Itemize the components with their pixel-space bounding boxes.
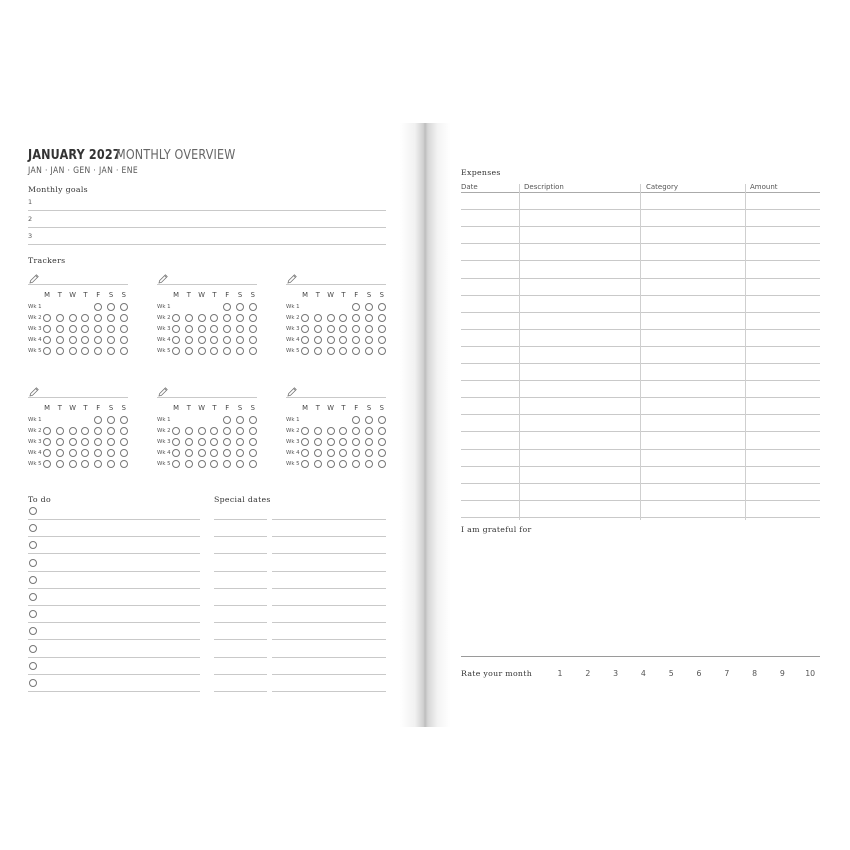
rate-month-label: Rate your month — [461, 669, 533, 678]
week-label: Wk 4 — [28, 337, 42, 343]
tracker-circle[interactable] — [56, 460, 64, 468]
rating-option[interactable]: 4 — [640, 669, 646, 678]
tracker-circle[interactable] — [301, 347, 309, 355]
tracker-circle[interactable] — [378, 427, 386, 435]
month-languages: JAN · JAN · GEN · JAN · ENE — [28, 166, 139, 176]
week-label: Wk 5 — [286, 461, 300, 467]
tracker-circle[interactable] — [378, 347, 386, 355]
rating-option[interactable]: 6 — [696, 669, 702, 678]
day-label: T — [57, 291, 62, 299]
rating-option[interactable]: 10 — [805, 669, 816, 678]
day-label: W — [327, 404, 334, 412]
day-label: W — [327, 291, 334, 299]
tracker-circle[interactable] — [120, 438, 128, 446]
tracker-circle[interactable] — [365, 303, 373, 311]
day-label: S — [379, 291, 384, 299]
todo-checkbox[interactable] — [29, 507, 37, 515]
tracker-circle[interactable] — [314, 449, 322, 457]
tracker-circle[interactable] — [249, 460, 257, 468]
week-label: Wk 1 — [28, 304, 42, 310]
day-label: T — [83, 404, 88, 412]
day-label: T — [186, 404, 191, 412]
week-label: Wk 1 — [28, 417, 42, 423]
tracker-circle[interactable] — [185, 314, 193, 322]
tracker-circle[interactable] — [107, 438, 115, 446]
tracker-circle[interactable] — [43, 438, 51, 446]
week-label: Wk 1 — [157, 304, 171, 310]
tracker-circle[interactable] — [172, 449, 180, 457]
day-label: M — [44, 291, 50, 299]
expenses-column-header: Date — [461, 183, 478, 191]
day-label: F — [354, 291, 359, 299]
tracker-circle[interactable] — [249, 427, 257, 435]
tracker-circle[interactable] — [172, 336, 180, 344]
pencil-icon[interactable] — [28, 383, 40, 395]
tracker-circle[interactable] — [327, 347, 335, 355]
tracker-circle[interactable] — [314, 314, 322, 322]
tracker-circle[interactable] — [198, 427, 206, 435]
tracker-circle[interactable] — [69, 438, 77, 446]
tracker-circle[interactable] — [185, 427, 193, 435]
tracker-circle[interactable] — [198, 314, 206, 322]
day-label: M — [302, 291, 308, 299]
tracker-circle[interactable] — [378, 460, 386, 468]
week-label: Wk 4 — [157, 337, 171, 343]
tracker-circle[interactable] — [236, 438, 244, 446]
day-label: F — [225, 404, 230, 412]
todo-line[interactable] — [28, 674, 200, 675]
tracker-circle[interactable] — [236, 427, 244, 435]
tracker-circle[interactable] — [249, 416, 257, 424]
special-event-line[interactable] — [272, 674, 386, 675]
expenses-heading: Expenses — [461, 168, 501, 177]
special-date-line[interactable] — [214, 571, 267, 572]
tracker-circle[interactable] — [107, 347, 115, 355]
todo-checkbox[interactable] — [29, 593, 37, 601]
day-label: M — [173, 291, 179, 299]
tracker-circle[interactable] — [249, 438, 257, 446]
pencil-icon[interactable] — [286, 270, 298, 282]
week-label: Wk 2 — [28, 428, 42, 434]
day-label: T — [186, 291, 191, 299]
tracker-circle[interactable] — [365, 449, 373, 457]
tracker-circle[interactable] — [69, 347, 77, 355]
tracker-circle[interactable] — [43, 449, 51, 457]
week-label: Wk 3 — [286, 439, 300, 445]
tracker-circle[interactable] — [314, 347, 322, 355]
week-label: Wk 3 — [28, 326, 42, 332]
todo-line[interactable] — [28, 571, 200, 572]
week-label: Wk 2 — [157, 428, 171, 434]
special-date-line[interactable] — [214, 536, 267, 537]
tracker-circle[interactable] — [69, 427, 77, 435]
tracker-circle[interactable] — [198, 460, 206, 468]
book-gutter — [400, 123, 450, 727]
tracker-circle[interactable] — [43, 325, 51, 333]
tracker-circle[interactable] — [301, 325, 309, 333]
day-label: S — [237, 404, 243, 412]
tracker-circle[interactable] — [107, 449, 115, 457]
tracker-circle[interactable] — [314, 325, 322, 333]
expenses-column-header: Amount — [750, 183, 778, 191]
tracker-circle[interactable] — [56, 438, 64, 446]
tracker-name-line[interactable] — [157, 397, 257, 398]
expenses-column-header: Description — [524, 183, 564, 191]
day-label: F — [96, 404, 101, 412]
tracker-circle[interactable] — [69, 314, 77, 322]
tracker-circle[interactable] — [198, 325, 206, 333]
goal-line[interactable] — [28, 244, 386, 245]
tracker-circle[interactable] — [365, 438, 373, 446]
special-date-line[interactable] — [214, 691, 267, 692]
week-label: Wk 5 — [286, 348, 300, 354]
tracker-circle[interactable] — [327, 314, 335, 322]
tracker-circle[interactable] — [249, 347, 257, 355]
todo-checkbox[interactable] — [29, 645, 37, 653]
todo-line[interactable] — [28, 553, 200, 554]
tracker-circle[interactable] — [69, 325, 77, 333]
rating-option[interactable]: 5 — [668, 669, 674, 678]
tracker-circle[interactable] — [185, 449, 193, 457]
week-label: Wk 2 — [28, 315, 42, 321]
special-date-line[interactable] — [214, 553, 267, 554]
grateful-heading: I am grateful for — [461, 525, 532, 534]
tracker-circle[interactable] — [249, 336, 257, 344]
day-label: T — [341, 404, 346, 412]
tracker-circle[interactable] — [365, 314, 373, 322]
special-date-line[interactable] — [214, 657, 267, 658]
tracker-circle[interactable] — [301, 438, 309, 446]
day-label: T — [315, 404, 320, 412]
day-label: T — [83, 291, 88, 299]
week-label: Wk 2 — [286, 428, 300, 434]
tracker-circle[interactable] — [378, 303, 386, 311]
tracker-circle[interactable] — [43, 314, 51, 322]
day-label: S — [250, 404, 255, 412]
tracker-circle[interactable] — [301, 460, 309, 468]
tracker-circle[interactable] — [236, 314, 244, 322]
week-label: Wk 4 — [286, 450, 300, 456]
special-dates-heading: Special dates — [214, 495, 271, 504]
tracker-circle[interactable] — [56, 325, 64, 333]
tracker-circle[interactable] — [236, 460, 244, 468]
expenses-column-header: Category — [646, 183, 678, 191]
week-label: Wk 2 — [286, 315, 300, 321]
goal-number: 2 — [28, 215, 33, 223]
week-label: Wk 1 — [286, 304, 300, 310]
todo-line[interactable] — [28, 519, 200, 520]
tracker-circle[interactable] — [365, 460, 373, 468]
special-date-line[interactable] — [214, 588, 267, 589]
tracker-circle[interactable] — [327, 460, 335, 468]
tracker-circle[interactable] — [365, 347, 373, 355]
special-event-line[interactable] — [272, 622, 386, 623]
special-event-line[interactable] — [272, 588, 386, 589]
day-label: W — [198, 404, 205, 412]
tracker-circle[interactable] — [301, 314, 309, 322]
page-title: JANUARY 2027 — [28, 148, 121, 163]
tracker-circle[interactable] — [185, 347, 193, 355]
tracker-circle[interactable] — [236, 347, 244, 355]
day-label: T — [57, 404, 62, 412]
todo-line[interactable] — [28, 588, 200, 589]
rating-option[interactable]: 7 — [724, 669, 730, 678]
day-label: S — [121, 291, 126, 299]
pencil-icon[interactable] — [157, 270, 169, 282]
tracker-circle[interactable] — [249, 303, 257, 311]
goal-number: 3 — [28, 232, 33, 240]
week-label: Wk 4 — [157, 450, 171, 456]
special-event-line[interactable] — [272, 536, 386, 537]
tracker-circle[interactable] — [43, 347, 51, 355]
tracker-circle[interactable] — [69, 449, 77, 457]
tracker-circle[interactable] — [120, 449, 128, 457]
rating-option[interactable]: 1 — [557, 669, 563, 678]
week-label: Wk 5 — [28, 461, 42, 467]
tracker-circle[interactable] — [236, 325, 244, 333]
rating-option[interactable]: 2 — [585, 669, 591, 678]
tracker-name-line[interactable] — [28, 284, 128, 285]
tracker-circle[interactable] — [120, 325, 128, 333]
day-label: S — [121, 404, 126, 412]
left-page — [0, 123, 425, 727]
tracker-circle[interactable] — [365, 416, 373, 424]
tracker-circle[interactable] — [185, 460, 193, 468]
special-event-line[interactable] — [272, 691, 386, 692]
right-page — [425, 123, 850, 727]
day-label: T — [315, 291, 320, 299]
tracker-circle[interactable] — [314, 460, 322, 468]
tracker-circle[interactable] — [56, 336, 64, 344]
todo-line[interactable] — [28, 657, 200, 658]
todo-checkbox[interactable] — [29, 559, 37, 567]
special-event-line[interactable] — [272, 553, 386, 554]
tracker-circle[interactable] — [172, 347, 180, 355]
week-label: Wk 3 — [28, 439, 42, 445]
rating-option[interactable]: 8 — [752, 669, 758, 678]
tracker-circle[interactable] — [185, 336, 193, 344]
tracker-circle[interactable] — [172, 427, 180, 435]
week-label: Wk 3 — [157, 439, 171, 445]
tracker-name-line[interactable] — [286, 284, 386, 285]
tracker-circle[interactable] — [43, 460, 51, 468]
tracker-circle[interactable] — [249, 449, 257, 457]
tracker-circle[interactable] — [120, 427, 128, 435]
tracker-circle[interactable] — [107, 303, 115, 311]
week-label: Wk 3 — [157, 326, 171, 332]
special-date-line[interactable] — [214, 639, 267, 640]
expenses-column-divider — [519, 184, 520, 520]
day-label: S — [108, 404, 114, 412]
tracker-circle[interactable] — [185, 325, 193, 333]
special-date-line[interactable] — [214, 605, 267, 606]
day-label: F — [225, 291, 230, 299]
rate-divider — [461, 656, 820, 657]
expenses-column-divider — [640, 184, 641, 520]
tracker-circle[interactable] — [378, 336, 386, 344]
day-label: W — [198, 291, 205, 299]
week-label: Wk 2 — [157, 315, 171, 321]
todo-line[interactable] — [28, 691, 200, 692]
monthly-goals-heading: Monthly goals — [28, 185, 88, 194]
tracker-circle[interactable] — [172, 438, 180, 446]
day-label: W — [69, 291, 76, 299]
day-label: S — [250, 291, 255, 299]
tracker-circle[interactable] — [120, 347, 128, 355]
tracker-circle[interactable] — [120, 336, 128, 344]
day-label: M — [302, 404, 308, 412]
goal-line[interactable] — [28, 210, 386, 211]
tracker-circle[interactable] — [120, 416, 128, 424]
tracker-circle[interactable] — [43, 336, 51, 344]
tracker-circle[interactable] — [120, 460, 128, 468]
tracker-circle[interactable] — [107, 416, 115, 424]
tracker-circle[interactable] — [236, 416, 244, 424]
tracker-circle[interactable] — [107, 325, 115, 333]
expenses-column-divider — [745, 184, 746, 520]
pencil-icon[interactable] — [28, 270, 40, 282]
day-label: T — [212, 404, 217, 412]
todo-line[interactable] — [28, 622, 200, 623]
rating-option[interactable]: 3 — [613, 669, 619, 678]
todo-heading: To do — [28, 495, 51, 504]
tracker-circle[interactable] — [327, 336, 335, 344]
tracker-name-line[interactable] — [28, 397, 128, 398]
tracker-circle[interactable] — [249, 325, 257, 333]
goal-line[interactable] — [28, 227, 386, 228]
tracker-circle[interactable] — [236, 303, 244, 311]
day-label: S — [237, 291, 243, 299]
tracker-circle[interactable] — [56, 449, 64, 457]
special-date-line[interactable] — [214, 519, 267, 520]
tracker-circle[interactable] — [236, 449, 244, 457]
tracker-circle[interactable] — [236, 336, 244, 344]
week-label: Wk 5 — [157, 348, 171, 354]
tracker-circle[interactable] — [120, 303, 128, 311]
week-label: Wk 1 — [157, 417, 171, 423]
todo-line[interactable] — [28, 639, 200, 640]
tracker-circle[interactable] — [365, 336, 373, 344]
page-subtitle: MONTHLY OVERVIEW — [116, 148, 236, 163]
special-date-line[interactable] — [214, 674, 267, 675]
pencil-icon[interactable] — [286, 383, 298, 395]
tracker-circle[interactable] — [365, 325, 373, 333]
day-label: S — [366, 291, 372, 299]
tracker-circle[interactable] — [301, 336, 309, 344]
tracker-circle[interactable] — [56, 347, 64, 355]
tracker-name-line[interactable] — [286, 397, 386, 398]
day-label: S — [108, 291, 114, 299]
day-label: T — [212, 291, 217, 299]
week-label: Wk 3 — [286, 326, 300, 332]
tracker-circle[interactable] — [314, 336, 322, 344]
tracker-circle[interactable] — [172, 460, 180, 468]
day-label: W — [69, 404, 76, 412]
tracker-circle[interactable] — [172, 314, 180, 322]
week-label: Wk 4 — [28, 450, 42, 456]
tracker-name-line[interactable] — [157, 284, 257, 285]
pencil-icon[interactable] — [157, 383, 169, 395]
tracker-circle[interactable] — [69, 336, 77, 344]
tracker-circle[interactable] — [378, 449, 386, 457]
day-label: F — [354, 404, 359, 412]
tracker-circle[interactable] — [301, 449, 309, 457]
tracker-circle[interactable] — [43, 427, 51, 435]
rating-option[interactable]: 9 — [779, 669, 785, 678]
tracker-circle[interactable] — [378, 325, 386, 333]
week-label: Wk 5 — [157, 461, 171, 467]
week-label: Wk 1 — [286, 417, 300, 423]
tracker-circle[interactable] — [198, 347, 206, 355]
tracker-circle[interactable] — [56, 314, 64, 322]
tracker-circle[interactable] — [327, 449, 335, 457]
tracker-circle[interactable] — [378, 438, 386, 446]
tracker-circle[interactable] — [107, 314, 115, 322]
tracker-circle[interactable] — [56, 427, 64, 435]
tracker-circle[interactable] — [314, 438, 322, 446]
day-label: S — [366, 404, 372, 412]
tracker-circle[interactable] — [301, 427, 309, 435]
week-label: Wk 4 — [286, 337, 300, 343]
tracker-circle[interactable] — [198, 438, 206, 446]
trackers-heading: Trackers — [28, 256, 66, 265]
tracker-circle[interactable] — [107, 336, 115, 344]
special-date-line[interactable] — [214, 622, 267, 623]
tracker-circle[interactable] — [69, 460, 77, 468]
day-label: M — [173, 404, 179, 412]
tracker-circle[interactable] — [314, 427, 322, 435]
special-event-line[interactable] — [272, 571, 386, 572]
tracker-circle[interactable] — [120, 314, 128, 322]
todo-line[interactable] — [28, 536, 200, 537]
day-label: M — [44, 404, 50, 412]
tracker-circle[interactable] — [378, 314, 386, 322]
day-label: T — [341, 291, 346, 299]
special-event-line[interactable] — [272, 639, 386, 640]
todo-checkbox[interactable] — [29, 662, 37, 670]
tracker-circle[interactable] — [327, 325, 335, 333]
tracker-circle[interactable] — [185, 438, 193, 446]
todo-checkbox[interactable] — [29, 679, 37, 687]
tracker-circle[interactable] — [198, 449, 206, 457]
tracker-circle[interactable] — [198, 336, 206, 344]
day-label: F — [96, 291, 101, 299]
week-label: Wk 5 — [28, 348, 42, 354]
special-event-line[interactable] — [272, 519, 386, 520]
todo-line[interactable] — [28, 605, 200, 606]
tracker-circle[interactable] — [378, 416, 386, 424]
goal-number: 1 — [28, 198, 33, 206]
tracker-circle[interactable] — [365, 427, 373, 435]
tracker-circle[interactable] — [327, 438, 335, 446]
tracker-circle[interactable] — [107, 460, 115, 468]
special-event-line[interactable] — [272, 605, 386, 606]
tracker-circle[interactable] — [327, 427, 335, 435]
special-event-line[interactable] — [272, 657, 386, 658]
day-label: S — [379, 404, 384, 412]
todo-checkbox[interactable] — [29, 576, 37, 584]
tracker-circle[interactable] — [249, 314, 257, 322]
tracker-circle[interactable] — [172, 325, 180, 333]
tracker-circle[interactable] — [107, 427, 115, 435]
